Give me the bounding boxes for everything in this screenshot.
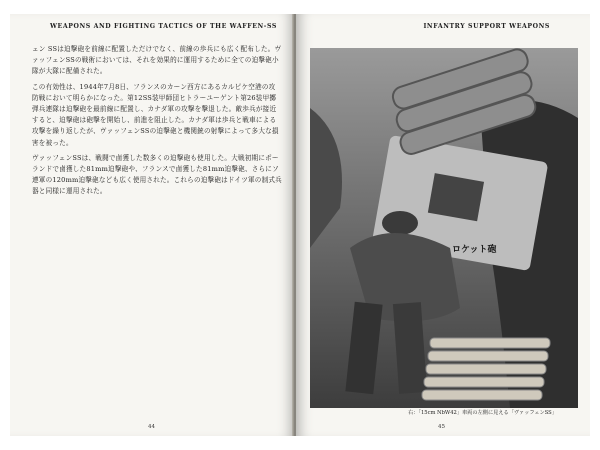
left-paragraph-2: この有効性は、1944年7月8日、フランスのカーン西方にあるカルピケ空港の攻防戦において明らかになった。第12SS装甲師団ヒトラーユーゲント第26装甲擲弾兵連隊は迫撃砲を最前線に配置し、カナダ軍の攻撃を撃退した。敵歩兵が接近すると、迫撃砲は砲撃を開始し、前進を阻止した。カナダ軍は歩兵と戦車による攻撃を繰り返したが、ヴァッフェンSSの迫撃砲と機関銃の射撃によって多大な損害を被った。 — [32, 82, 279, 147]
left-body-text — [32, 44, 282, 198]
photo-caption: 右：「15cm NbW42」車両の左側に見える「ヴァッフェンSS」 — [408, 410, 557, 416]
right-page — [296, 14, 590, 436]
left-paragraph-1: ェン SSは迫撃砲を前線に配置しただけでなく、前線の歩兵にも広く配布した。ヴァッフェンSSの戦術においては、それを効果的に運用するために全ての迫撃砲小隊が大隊に配備された。 — [32, 45, 282, 76]
left-folio: 44 — [148, 424, 155, 430]
right-folio: 45 — [438, 424, 445, 430]
photo-illustration — [310, 48, 578, 408]
section-heading: ロケット砲 — [452, 245, 497, 255]
rocket-launcher-photo — [310, 48, 578, 408]
left-paragraph-3: ヴァッフェンSSは、戦闘で鹵獲した数多くの迫撃砲も使用した。大戦初期にポーランドで鹵獲した81mm迫撃砲や、フランスで鹵獲した81mm迫撃砲、さらにソ連軍の120mm迫撃砲なども広く使用された。これらの迫撃砲はドイツ軍の制式兵器と同様に運用された。 — [32, 153, 282, 196]
left-running-head: WEAPONS AND FIGHTING TACTICS OF THE WAFFEN-SS — [50, 23, 277, 30]
right-running-head: INFANTRY SUPPORT WEAPONS — [423, 23, 550, 30]
left-page — [10, 14, 294, 436]
